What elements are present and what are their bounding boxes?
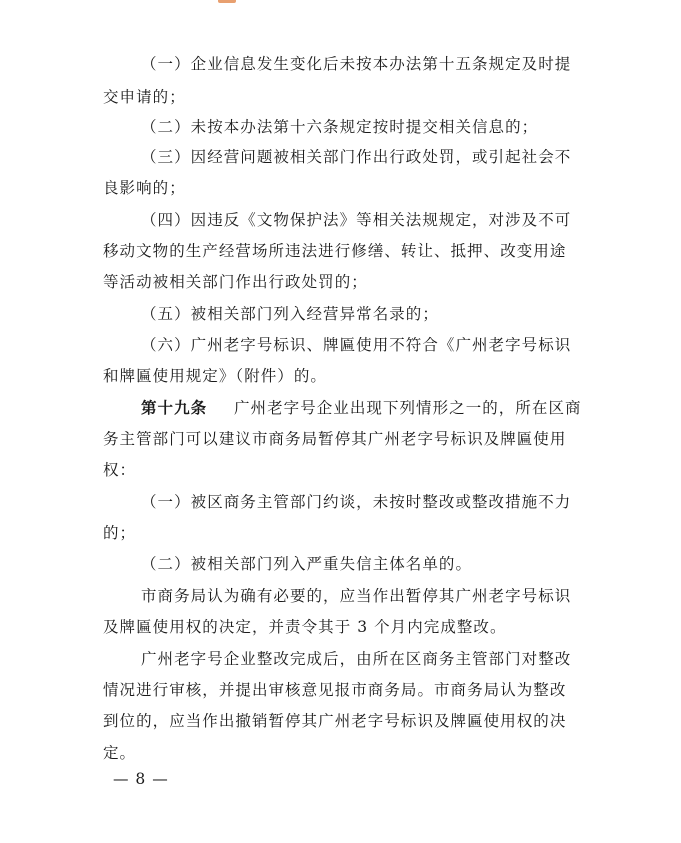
text-line: 务主管部门可以建议市商务局暂停其广州老字号标识及牌匾使用 — [103, 430, 567, 448]
text-line: 交申请的； — [103, 88, 186, 106]
text-line: （六）广州老字号标识、牌匾使用不符合《广州老字号标识 — [141, 336, 572, 354]
text-line: 权： — [103, 461, 137, 479]
text-line: （五）被相关部门列入经营异常名录的； — [141, 305, 439, 323]
page-number: — 8 — — [113, 770, 169, 788]
text-line: 移动文物的生产经营场所违法进行修缮、转让、抵押、改变用途 — [103, 242, 567, 260]
text-line: 市商务局认为确有必要的，应当作出暂停其广州老字号标识 — [141, 587, 572, 605]
article-heading: 第十九条 — [141, 398, 208, 417]
text-line: （二）未按本办法第十六条规定按时提交相关信息的； — [141, 118, 539, 136]
text-line: 的； — [103, 524, 137, 542]
text-line: 情况进行审核，并提出审核意见报市商务局。市商务局认为整改 — [103, 681, 567, 699]
text-line: 良影响的； — [103, 179, 186, 197]
text-line: 等活动被相关部门作出行政处罚的； — [103, 273, 368, 291]
text-line: 及牌匾使用权的决定，并责令其于 3 个月内完成整改。 — [103, 618, 507, 636]
top-edge-mark — [218, 0, 236, 3]
text-line: （二）被相关部门列入严重失信主体名单的。 — [141, 555, 473, 573]
text-line: 广州老字号企业出现下列情形之一的，所在区商 — [234, 399, 582, 417]
text-line: 到位的，应当作出撤销暂停其广州老字号标识及牌匾使用权的决 — [103, 712, 567, 730]
text-line: （四）因违反《文物保护法》等相关法规规定，对涉及不可 — [141, 211, 572, 229]
text-line: （一）被区商务主管部门约谈，未按时整改或整改措施不力 — [141, 493, 572, 511]
text-line: 定。 — [103, 744, 137, 762]
text-line: （一）企业信息发生变化后未按本办法第十五条规定及时提 — [141, 55, 572, 73]
text-line: （三）因经营问题被相关部门作出行政处罚，或引起社会不 — [141, 148, 572, 166]
text-line: 和牌匾使用规定》（附件）的。 — [103, 367, 327, 385]
text-line: 广州老字号企业整改完成后，由所在区商务主管部门对整改 — [141, 650, 572, 668]
